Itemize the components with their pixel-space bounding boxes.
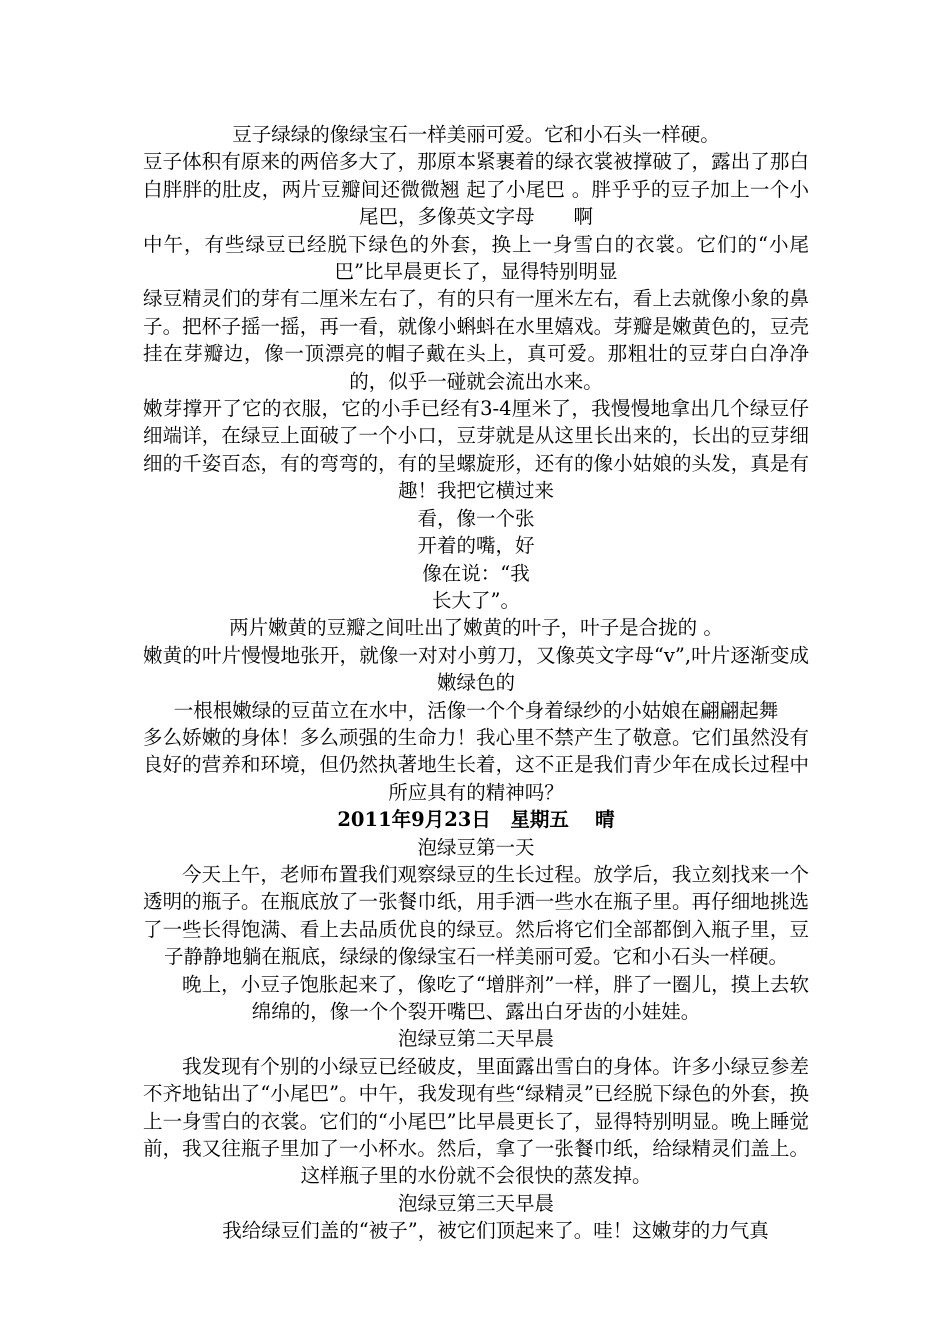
paragraph-8: 像在说：“我 xyxy=(422,561,530,585)
paragraph-9: 长大了”。 xyxy=(432,588,520,612)
paragraph-5: 嫩芽撑开了它的衣服，它的小手已经有3-4厘米了，我慢慢地拿出几个绿豆仔细端详，在绿豆上面破了一个小口，豆芽就是从这里长出来的，长出的豆芽细细的千姿百态，有的弯弯的，有的呈螺旋形，还有的像小姑娘的头发，真是有趣！我把它横过来 xyxy=(143,397,809,503)
paragraph-1: 豆子绿绿的像绿宝石一样美丽可爱。它和小石头一样硬。 xyxy=(232,123,720,146)
paragraph-3: 中午，有些绿豆已经脱下绿色的外套，换上一身雪白的衣裳。它们的“小尾巴”比早晨更长了，显得特别明显 xyxy=(143,232,809,284)
paragraph-10: 两片嫩黄的豆瓣之间吐出了嫩黄的叶子，叶子是合拢的 。 xyxy=(229,616,723,640)
paragraph-7: 开着的嘴，好 xyxy=(417,534,535,558)
paragraph-6: 看，像一个张 xyxy=(417,506,535,530)
paragraph-4: 绿豆精灵们的芽有二厘米左右了，有的只有一厘米左右，看上去就像小象的鼻子。把杯子摇一摇，再一看，就像小蝌蚪在水里嬉戏。芽瓣是嫩黄色的，豆壳挂在芽瓣边，像一顶漂亮的帽子戴在头上，真可爱。那粗壮的豆芽白白净净的，似乎一碰就会流出水来。 xyxy=(143,287,809,393)
paragraph-14: 2011年9月23日 星期五 晴 xyxy=(337,808,615,832)
paragraph-13: 多么娇嫩的身体！多么顽强的生命力！我心里不禁产生了敬意。它们虽然没有良好的营养和环境，但仍然执著地生长着，这不正是我们青少年在成长过程中所应具有的精神吗？ xyxy=(143,725,809,804)
paragraph-11: 嫩黄的叶片慢慢地张开，就像一对对小剪刀，又像英文字母“v”,叶片逐渐变成嫩绿色的 xyxy=(143,643,809,695)
document-page xyxy=(143,121,809,1245)
paragraph-17: 晚上，小豆子饱胀起来了，像吃了“增胖剂”一样，胖了一圈儿，摸上去软绵绵的，像一个个裂开嘴巴、露出白牙齿的小娃娃。 xyxy=(182,972,809,1023)
paragraph-19: 我发现有个别的小绿豆已经破皮，里面露出雪白的身体。许多小绿豆参差不齐地钻出了“小尾巴”。中午，我发现有些“绿精灵”已经脱下绿色的外套，换上一身雪白的衣裳。它们的“小尾巴”比早晨更长了，显得特别明显。晚上睡觉前，我又往瓶子里加了一小杯水。然后，拿了一张餐巾纸，给绿精灵们盖上。这样瓶子里的水份就不会很快的蒸发掉。 xyxy=(143,1054,809,1188)
paragraph-2: 豆子体积有原来的两倍多大了，那原本紧裹着的绿衣裳被撑破了，露出了那白白胖胖的肚皮，两片豆瓣间还微微翘 起了小尾巴 。胖乎乎的豆子加上一个小尾巴，多像英文字母 啊 xyxy=(143,150,809,229)
paragraph-16: 今天上午，老师布置我们观察绿豆的生长过程。放学后，我立刻找来一个透明的瓶子。在瓶底放了一张餐巾纸，用手洒一些水在瓶子里。再仔细地挑选了一些长得饱满、看上去品质优良的绿豆。然后将它们全部都倒入瓶子里，豆子静静地躺在瓶底，绿绿的像绿宝石一样美丽可爱。它和小石头一样硬。 xyxy=(143,862,809,969)
paragraph-15: 泡绿豆第一天 xyxy=(417,835,535,859)
paragraph-12: 一根根嫩绿的豆苗立在水中，活像一个个身着绿纱的小姑娘在翩翩起舞 xyxy=(173,698,779,722)
paragraph-20: 泡绿豆第三天早晨 xyxy=(397,1191,554,1215)
paragraph-21: 我给绿豆们盖的“被子”，被它们顶起来了。哇！这嫩芽的力气真 xyxy=(222,1219,769,1243)
paragraph-18: 泡绿豆第二天早晨 xyxy=(397,1027,554,1051)
